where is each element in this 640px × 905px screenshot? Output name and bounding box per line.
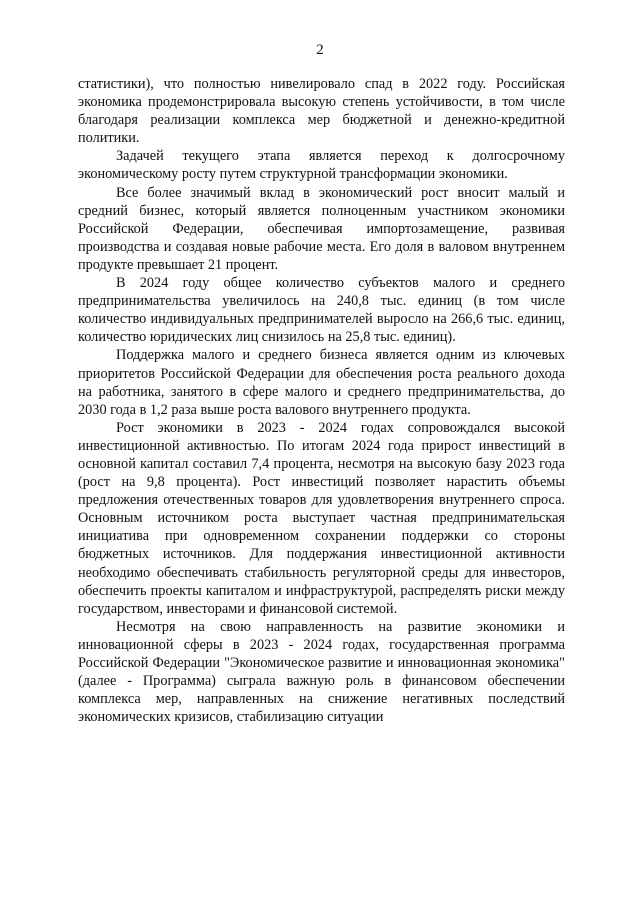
paragraph-state-program: Несмотря на свою направленность на развитие экономики и инновационной сферы в 2023 - 2024 годах, государственная программа Российской Федерации "Экономическое развитие и инновационная экономика" (далее - Программа) сыграла важную роль в финансовом обеспечении комплекса мер, направленных на снижение негативных последствий экономических кризисов, стабилизацию ситуации [78, 618, 565, 726]
page-number: 2 [316, 42, 324, 58]
document-body [78, 75, 565, 726]
paragraph-sme-support-priority: Поддержка малого и среднего бизнеса является одним из ключевых приоритетов Российской Федерации для обеспечения роста реального дохода на работника, занятого в сфере малого и среднего предпринимательства, до 2030 года в 1,2 раза выше роста валового внутреннего продукта. [78, 347, 565, 418]
paragraph-continuation: статистики), что полностью нивелировало спад в 2022 году. Российская экономика продемонстрировала высокую степень устойчивости, в том числе благодаря реализации комплекса мер бюджетной и денежно-кредитной политики. [78, 76, 565, 147]
paragraph-current-stage-task: Задачей текущего этапа является переход к долгосрочному экономическому росту путем структурной трансформации экономики. [78, 148, 565, 183]
paragraph-investment-activity: Рост экономики в 2023 - 2024 годах сопровождался высокой инвестиционной активностью. По итогам 2024 года прирост инвестиций в основной капитал составил 7,4 процента, несмотря на высокую базу 2023 года (рост на 9,8 процента). Рост инвестиций позволяет нарастить объемы предложения отечественных товаров для удовлетворения внутреннего спроса. Основным источником роста выступает частная предпринимательская инициатива при одновременном сохранении поддержки со стороны бюджетных источников. Для поддержания инвестиционной активности необходимо обеспечивать стабильность регуляторной среды для инвесторов, обеспечить проекты капиталом и инфраструктурой, распределять риски между государством, инвесторами и финансовой системой. [78, 419, 565, 617]
paragraph-small-business-contribution: Все более значимый вклад в экономический рост вносит малый и средний бизнес, который является полноценным участником экономики Российской Федерации, обеспечивая импортозамещение, развивая производства и создавая новые рабочие места. Его доля в валовом внутреннем продукте превышает 21 процент. [78, 184, 565, 273]
paragraph-sme-count-2024: В 2024 году общее количество субъектов малого и среднего предпринимательства увеличилось на 240,8 тыс. единиц (в том числе количество индивидуальных предпринимателей выросло на 266,6 тыс. единиц, количество юридических лиц снизилось на 25,8 тыс. единиц). [78, 275, 565, 346]
